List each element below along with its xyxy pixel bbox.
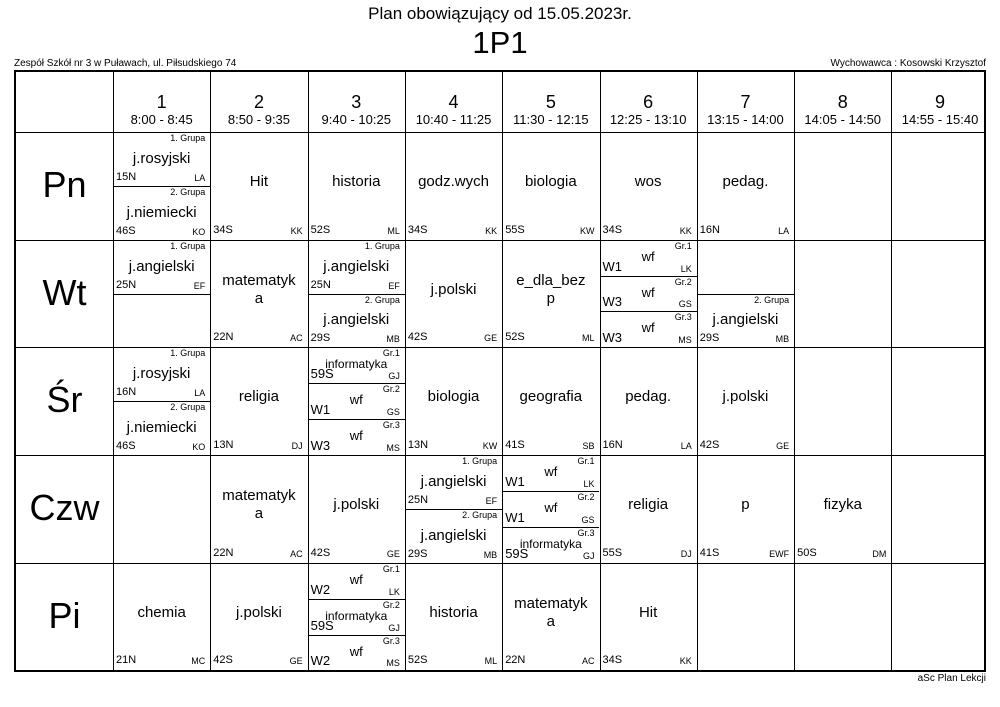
lesson-teacher: MC xyxy=(191,656,206,667)
footer-credit: aSc Plan Lekcji xyxy=(917,673,986,684)
day-label: Pn xyxy=(42,163,87,205)
lesson-cell[interactable] xyxy=(210,455,307,563)
lesson-group: 1. Grupa xyxy=(170,240,206,251)
lesson-room: 59S xyxy=(310,366,334,382)
lesson-group: 2. Grupa xyxy=(364,294,400,305)
lesson-teacher: DJ xyxy=(291,441,303,452)
lesson-room: 34S xyxy=(213,223,233,236)
lesson-group: Gr.2 xyxy=(382,384,400,395)
period-header xyxy=(697,72,794,132)
grid-vline xyxy=(891,72,892,670)
period-number: 2 xyxy=(253,92,264,112)
lesson-teacher: GJ xyxy=(582,550,595,561)
lesson-room: 16N xyxy=(116,386,137,399)
period-time: 10:40 - 11:25 xyxy=(415,112,492,127)
lesson-cell[interactable] xyxy=(600,563,697,671)
lesson-group: Gr.1 xyxy=(577,456,595,467)
lesson-teacher: EWF xyxy=(769,548,790,559)
lesson-subject: j.polski xyxy=(236,603,282,621)
lesson-subject: j.angielski xyxy=(128,257,195,275)
lesson-room: 16N xyxy=(699,223,720,236)
lesson-teacher: LA xyxy=(778,225,790,236)
lesson-room: 42S xyxy=(699,439,720,452)
lesson-subject: wf xyxy=(349,571,363,587)
lesson-teacher: KW xyxy=(579,225,595,236)
lesson-teacher: AC xyxy=(581,656,595,667)
lesson-subject: j.rosyjski xyxy=(132,365,191,383)
period-header xyxy=(502,72,599,132)
lesson-cell[interactable] xyxy=(113,563,210,671)
lesson-subject: geografia xyxy=(519,388,583,406)
lesson-room: 25N xyxy=(407,493,429,506)
lesson-subject: j.polski xyxy=(333,495,380,513)
lesson-group: Gr.1 xyxy=(382,348,400,359)
lesson-subject: wf xyxy=(349,392,363,408)
lesson-subject: fizyka xyxy=(823,495,862,513)
day-label: Wt xyxy=(42,271,87,313)
period-time: 14:05 - 14:50 xyxy=(804,112,882,127)
lesson-cell[interactable] xyxy=(502,455,599,563)
period-number: 1 xyxy=(156,92,167,112)
lesson-teacher: LK xyxy=(388,586,400,597)
lesson-cell[interactable] xyxy=(502,240,599,348)
lesson-cell[interactable] xyxy=(600,240,697,348)
lesson-subject: j.rosyjski xyxy=(132,149,191,167)
period-number: 3 xyxy=(351,92,362,112)
lesson-subject: godz.wych xyxy=(418,172,489,190)
lesson-room: W3 xyxy=(602,330,622,346)
lesson-teacher: KK xyxy=(679,225,692,236)
lesson-teacher: GS xyxy=(678,299,692,310)
lesson-group: Gr.1 xyxy=(674,240,692,251)
lesson-teacher: LK xyxy=(583,478,595,489)
lesson-cell[interactable] xyxy=(405,455,502,563)
lesson-teacher: MS xyxy=(678,335,692,346)
lesson-cell[interactable] xyxy=(697,455,794,563)
lesson-subject: e_dla_bez p xyxy=(516,271,586,307)
lesson-group: Gr.1 xyxy=(382,563,400,574)
lesson-teacher: AC xyxy=(290,333,303,344)
lesson-teacher: LA xyxy=(194,388,206,399)
lesson-group: Gr.3 xyxy=(577,527,595,538)
lesson-subject: wf xyxy=(641,320,655,336)
lesson-subject: wos xyxy=(634,172,662,190)
period-time: 8:50 - 9:35 xyxy=(227,112,291,127)
period-header xyxy=(891,72,988,132)
period-time: 12:25 - 13:10 xyxy=(609,112,687,127)
lesson-room: 41S xyxy=(699,546,720,559)
lesson-room: W2 xyxy=(310,581,331,597)
lesson-room: 34S xyxy=(602,223,623,236)
lesson-teacher: DJ xyxy=(680,548,692,559)
lesson-subject: informatyka xyxy=(519,536,582,551)
lesson-room: 52S xyxy=(505,331,525,344)
lesson-room: 52S xyxy=(310,223,331,236)
lesson-room: 22N xyxy=(213,546,234,559)
lesson-cell[interactable] xyxy=(794,455,891,563)
lesson-room: 13N xyxy=(407,439,429,452)
lesson-teacher: GE xyxy=(386,548,400,559)
lesson-cell[interactable] xyxy=(600,347,697,455)
lesson-subject: wf xyxy=(641,248,655,264)
lesson-teacher: ML xyxy=(581,333,595,344)
lesson-subject: Hit xyxy=(249,172,269,190)
lesson-cell[interactable] xyxy=(600,455,697,563)
period-header xyxy=(210,72,307,132)
lesson-group: Gr.3 xyxy=(382,635,400,646)
lesson-room: 25N xyxy=(310,278,331,291)
lesson-teacher: GE xyxy=(484,333,498,344)
lesson-group: Gr.3 xyxy=(674,312,692,323)
lesson-group: 1. Grupa xyxy=(364,240,400,251)
cell-divider xyxy=(113,294,210,295)
period-time: 11:30 - 12:15 xyxy=(513,112,589,127)
lesson-subject: pedag. xyxy=(625,388,672,406)
lesson-room: 29S xyxy=(310,332,331,345)
lesson-room: 46S xyxy=(116,440,136,453)
lesson-subject: j.angielski xyxy=(323,257,390,275)
lesson-room: 16N xyxy=(602,439,623,452)
lesson-room: 42S xyxy=(407,331,428,344)
lesson-room: 46S xyxy=(116,224,136,237)
day-label: Pi xyxy=(48,594,81,636)
lesson-room: 41S xyxy=(505,439,525,452)
lesson-group: 2. Grupa xyxy=(754,294,790,305)
lesson-room: 29S xyxy=(407,547,428,560)
lesson-room: 22N xyxy=(505,654,526,667)
lesson-cell[interactable] xyxy=(308,563,405,671)
lesson-cell[interactable] xyxy=(308,132,405,240)
lesson-teacher: KO xyxy=(192,226,206,237)
lesson-subject: j.polski xyxy=(430,280,477,298)
lesson-room: 42S xyxy=(310,546,331,559)
lesson-cell[interactable] xyxy=(308,455,405,563)
lesson-room: 13N xyxy=(213,439,234,452)
lesson-group: 2. Grupa xyxy=(462,509,498,520)
lesson-cell[interactable] xyxy=(210,132,307,240)
lesson-teacher: GJ xyxy=(388,371,400,382)
lesson-room: 34S xyxy=(407,223,428,236)
lesson-room: W3 xyxy=(310,438,331,454)
lesson-cell[interactable] xyxy=(697,132,794,240)
lesson-subject: pedag. xyxy=(722,172,769,190)
lesson-cell[interactable] xyxy=(600,132,697,240)
lesson-room: W1 xyxy=(310,402,331,418)
lesson-group: Gr.2 xyxy=(577,491,595,502)
lesson-teacher: KK xyxy=(485,225,498,236)
lesson-room: 50S xyxy=(797,546,817,559)
lesson-teacher: GE xyxy=(289,656,303,667)
period-number: 4 xyxy=(448,92,459,112)
lesson-subject: j.angielski xyxy=(420,473,487,491)
lesson-room: 15N xyxy=(116,170,137,183)
grid-vline xyxy=(794,72,795,670)
lesson-teacher: KK xyxy=(290,225,303,236)
lesson-teacher: KK xyxy=(679,656,692,667)
lesson-room: W3 xyxy=(602,294,622,310)
lesson-subject: j.angielski xyxy=(712,311,779,329)
lesson-group: 2. Grupa xyxy=(170,402,206,413)
lesson-teacher: LA xyxy=(680,441,692,452)
lesson-subject: wf xyxy=(641,284,655,300)
lesson-cell[interactable] xyxy=(405,132,502,240)
lesson-subject: wf xyxy=(544,464,558,480)
lesson-cell[interactable] xyxy=(405,347,502,455)
period-number: 7 xyxy=(740,92,751,112)
lesson-subject: religia xyxy=(238,388,279,406)
lesson-room: 52S xyxy=(407,654,428,667)
lesson-teacher: MB xyxy=(483,549,498,560)
period-time: 8:00 - 8:45 xyxy=(130,112,193,127)
timetable-grid xyxy=(14,70,986,672)
lesson-teacher: ML xyxy=(387,225,400,236)
lesson-subject: wf xyxy=(349,428,363,444)
lesson-cell[interactable] xyxy=(405,563,502,671)
lesson-subject: informatyka xyxy=(325,608,388,623)
lesson-room: 55S xyxy=(505,223,525,236)
lesson-room: W1 xyxy=(505,473,525,489)
lesson-room: 25N xyxy=(116,278,137,291)
lesson-cell[interactable] xyxy=(113,240,210,348)
lesson-group: 1. Grupa xyxy=(462,456,498,467)
lesson-subject: Hit xyxy=(638,603,658,621)
period-time: 9:40 - 10:25 xyxy=(321,112,391,127)
lesson-cell[interactable] xyxy=(113,132,210,240)
lesson-subject: wf xyxy=(544,499,558,515)
lesson-subject: historia xyxy=(429,603,478,621)
period-number: 6 xyxy=(643,92,654,112)
lesson-subject: j.niemiecki xyxy=(126,203,197,221)
lesson-cell[interactable] xyxy=(405,240,502,348)
day-label: Śr xyxy=(46,379,83,421)
lesson-subject: matematyk a xyxy=(222,271,296,307)
lesson-teacher: MB xyxy=(775,334,790,345)
lesson-subject: religia xyxy=(628,495,669,513)
lesson-room: 59S xyxy=(310,617,334,633)
lesson-teacher: KW xyxy=(482,441,498,452)
lesson-teacher: DM xyxy=(872,548,887,559)
lesson-group: Gr.2 xyxy=(382,599,400,610)
lesson-teacher: LA xyxy=(194,172,206,183)
lesson-teacher: AC xyxy=(290,548,303,559)
lesson-cell[interactable] xyxy=(697,240,794,348)
lesson-teacher: GS xyxy=(386,407,400,418)
lesson-subject: j.polski xyxy=(722,388,769,406)
period-time: 13:15 - 14:00 xyxy=(707,112,784,127)
period-number: 8 xyxy=(837,92,848,112)
lesson-room: 59S xyxy=(505,545,529,561)
lesson-room: 42S xyxy=(213,654,233,667)
lesson-teacher: GS xyxy=(581,514,595,525)
lesson-cell[interactable] xyxy=(697,347,794,455)
lesson-subject: biologia xyxy=(524,172,577,190)
lesson-group: 2. Grupa xyxy=(170,186,206,197)
lesson-cell[interactable] xyxy=(308,240,405,348)
class-name: 1P1 xyxy=(472,25,528,60)
lesson-room: 34S xyxy=(602,654,623,667)
lesson-teacher: EF xyxy=(485,495,498,506)
lesson-teacher: MS xyxy=(386,443,400,454)
lesson-teacher: GE xyxy=(776,441,790,452)
period-header xyxy=(794,72,891,132)
lesson-room: 29S xyxy=(699,332,720,345)
lesson-group: 1. Grupa xyxy=(170,348,206,359)
lesson-group: 1. Grupa xyxy=(170,133,206,143)
lesson-subject: matematyk a xyxy=(222,486,296,522)
lesson-teacher: ML xyxy=(484,656,498,667)
lesson-teacher: EF xyxy=(388,280,400,291)
lesson-room: W2 xyxy=(310,653,331,669)
lesson-subject: biologia xyxy=(427,388,480,406)
lesson-group: Gr.3 xyxy=(382,420,400,431)
lesson-teacher: MS xyxy=(386,658,400,669)
period-number: 9 xyxy=(935,92,946,112)
lesson-teacher: KO xyxy=(192,442,206,453)
period-header xyxy=(113,72,210,132)
period-time: 14:55 - 15:40 xyxy=(901,112,979,127)
lesson-cell[interactable] xyxy=(502,563,599,671)
period-header xyxy=(600,72,697,132)
lesson-teacher: SB xyxy=(582,441,595,452)
lesson-teacher: LK xyxy=(680,263,692,274)
period-header xyxy=(405,72,502,132)
lesson-subject: j.niemiecki xyxy=(126,419,197,437)
lesson-cell[interactable] xyxy=(210,347,307,455)
lesson-teacher: MB xyxy=(386,334,400,345)
class-tutor: Wychowawca : Kosowski Krzysztof xyxy=(830,58,986,69)
lesson-teacher: GJ xyxy=(388,622,400,633)
lesson-group: Gr.2 xyxy=(674,276,692,287)
lesson-subject: matematyk a xyxy=(514,594,588,630)
lesson-cell[interactable] xyxy=(113,347,210,455)
lesson-subject: informatyka xyxy=(325,357,388,372)
lesson-cell[interactable] xyxy=(308,347,405,455)
lesson-room: W1 xyxy=(505,509,525,525)
lesson-room: W1 xyxy=(602,258,622,274)
lesson-subject: chemia xyxy=(137,603,186,621)
day-label: Czw xyxy=(29,486,100,528)
lesson-subject: historia xyxy=(332,172,381,190)
lesson-cell[interactable] xyxy=(210,240,307,348)
lesson-cell[interactable] xyxy=(210,563,307,671)
school-name: Zespół Szkół nr 3 w Puławach, ul. Piłsudskiego 74 xyxy=(14,58,237,69)
lesson-cell[interactable] xyxy=(502,347,599,455)
lesson-teacher: EF xyxy=(193,280,206,291)
lesson-subject: p xyxy=(741,495,750,513)
period-header xyxy=(308,72,405,132)
lesson-cell[interactable] xyxy=(502,132,599,240)
plan-title: Plan obowiązujący od 15.05.2023r. xyxy=(368,4,632,23)
lesson-subject: j.angielski xyxy=(420,526,487,544)
period-number: 5 xyxy=(545,92,556,112)
lesson-room: 22N xyxy=(213,331,234,344)
lesson-room: 21N xyxy=(116,654,137,667)
lesson-subject: j.angielski xyxy=(323,311,390,329)
lesson-subject: wf xyxy=(349,643,363,659)
lesson-room: 55S xyxy=(602,546,623,559)
